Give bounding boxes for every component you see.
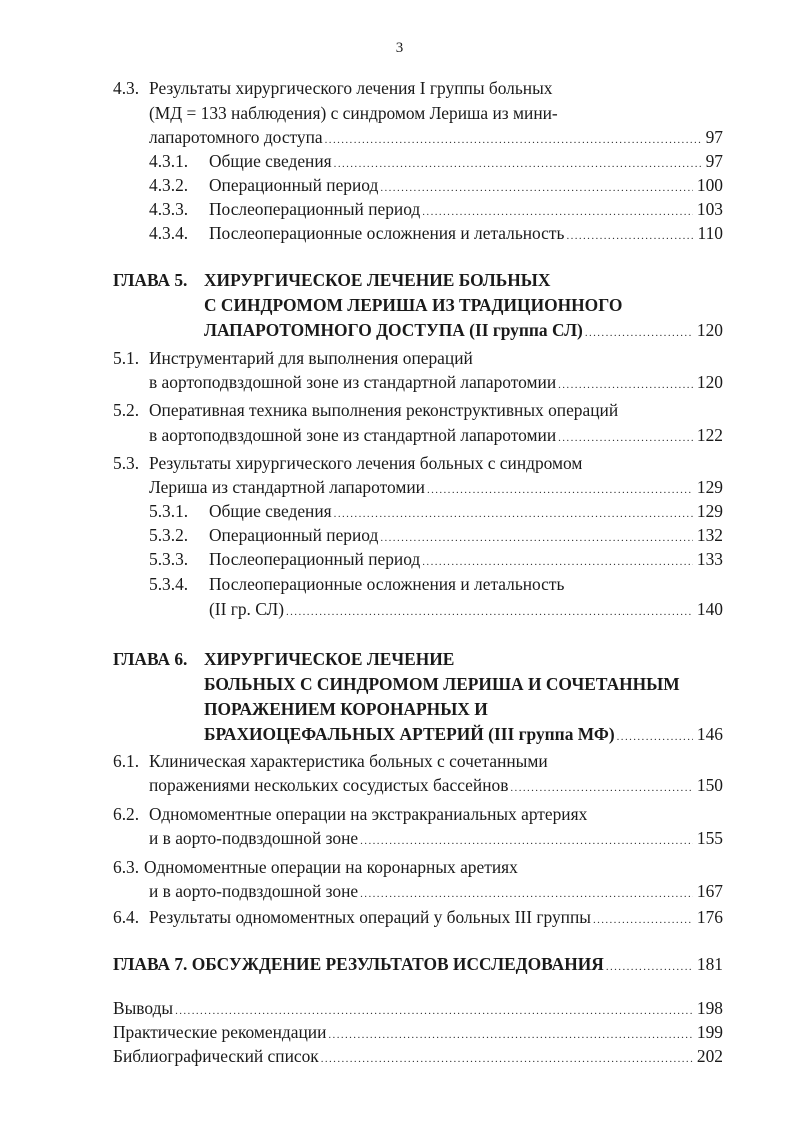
toc-entry-5-2-end	[149, 423, 723, 447]
toc-entry-conclusions	[113, 996, 723, 1020]
section-title-line: Оперативная техника выполнения реконструктивных операций	[149, 400, 619, 420]
leader-line	[113, 1020, 723, 1044]
toc-entry-6-4	[113, 905, 723, 929]
page-ref: 129	[696, 501, 723, 521]
section-title-line: и в аорто-подвздошной зоне	[149, 881, 359, 901]
leader-line	[209, 149, 723, 173]
leader-dots	[175, 999, 693, 1020]
chapter-6-heading-l2	[204, 672, 723, 696]
toc-entry-4-3-3	[149, 197, 723, 221]
leader-line	[113, 1044, 723, 1068]
leader-line	[149, 826, 723, 850]
chapter-title-line: ГЛАВА 7. ОБСУЖДЕНИЕ РЕЗУЛЬТАТОВ ИССЛЕДОВАНИЯ	[113, 954, 604, 974]
leader-dots	[606, 955, 693, 976]
leader-line	[209, 197, 723, 221]
leader-dots	[360, 829, 693, 850]
leader-line	[209, 499, 723, 523]
subsection-title: Общие сведения	[209, 151, 332, 171]
leader-line	[149, 905, 723, 929]
section-title-line: Результаты хирургического лечения I группы больных	[149, 78, 553, 98]
page-ref: 97	[705, 151, 723, 171]
chapter-6-heading-l3	[204, 697, 723, 721]
leader-line	[149, 423, 723, 447]
subsection-title: Послеоперационный период	[209, 199, 421, 219]
section-title-line: поражениями нескольких сосудистых бассейнов	[149, 775, 509, 795]
subsection-number: 4.3.3.	[149, 199, 189, 219]
subsection-title: Операционный период	[209, 525, 379, 545]
leader-line	[209, 547, 723, 571]
page-ref: 103	[696, 199, 723, 219]
leader-line	[149, 370, 723, 394]
leader-dots	[558, 373, 693, 394]
subsection-title: Общие сведения	[209, 501, 332, 521]
page-ref: 146	[696, 724, 723, 744]
toc-entry-6-1-end	[149, 773, 723, 797]
page-ref: 167	[696, 881, 723, 901]
chapter-title-line: БОЛЬНЫХ С СИНДРОМОМ ЛЕРИША И СОЧЕТАННЫМ	[204, 674, 680, 694]
leader-dots	[334, 502, 693, 523]
subsection-number: 5.3.1.	[149, 501, 189, 521]
leader-line	[204, 722, 723, 746]
toc-entry-6-3-end	[149, 879, 723, 903]
page-number: 3	[395, 40, 404, 56]
leader-dots	[360, 882, 693, 903]
section-number: 5.2.	[113, 400, 140, 420]
leader-line	[113, 996, 723, 1020]
subsection-title: Послеоперационные осложнения и летальность	[209, 574, 565, 594]
toc-entry-bibliography	[113, 1044, 723, 1068]
section-title-line: Результаты хирургического лечения больных с синдромом	[149, 453, 583, 473]
leader-line	[113, 952, 723, 976]
leader-line	[204, 318, 723, 342]
toc-entry-4-3-1	[149, 149, 723, 173]
leader-line	[209, 597, 723, 621]
toc-entry-4-3-4	[149, 221, 723, 245]
section-title-line: и в аорто-подвздошной зоне	[149, 828, 359, 848]
leader-dots	[422, 550, 693, 571]
page-ref: 120	[696, 372, 723, 392]
chapter-title-line: ХИРУРГИЧЕСКОЕ ЛЕЧЕНИЕ	[204, 649, 455, 669]
leader-dots	[585, 321, 693, 342]
leader-dots	[427, 478, 693, 499]
section-number: 6.3.	[113, 857, 140, 877]
chapter-5-heading-end	[204, 318, 723, 342]
section-title-line: Одномоментные операции на экстракраниальных артериях	[149, 804, 588, 824]
section-title-line: Клиническая характеристика больных с сочетанными	[149, 751, 548, 771]
section-title-line: в аортоподвздошной зоне из стандартной лапаротомии	[149, 425, 557, 445]
toc-entry-5-3-end	[149, 475, 723, 499]
leader-line	[209, 523, 723, 547]
page-ref: 155	[696, 828, 723, 848]
toc-entry-5-3-4	[149, 572, 723, 596]
chapter-6-heading	[113, 647, 723, 671]
chapter-label: ГЛАВА 6.	[113, 649, 188, 669]
toc-entry-recommendations	[113, 1020, 723, 1044]
section-title-line: лапаротомного доступа	[149, 127, 323, 147]
chapter-title-line: ЛАПАРОТОМНОГО ДОСТУПА (II группа СЛ)	[204, 320, 583, 340]
toc-entry-5-3	[113, 451, 723, 475]
subsection-number: 4.3.1.	[149, 151, 189, 171]
page-ref: 140	[696, 599, 723, 619]
toc-entry-4-3-end	[149, 125, 723, 149]
page-ref: 129	[696, 477, 723, 497]
page-ref: 176	[696, 907, 723, 927]
section-title-line: (МД = 133 наблюдения) с синдромом Лериша из мини-	[149, 103, 558, 123]
leader-dots	[325, 128, 702, 149]
subsection-title: (II гр. СЛ)	[209, 599, 284, 619]
chapter-6-heading-end	[204, 722, 723, 746]
leader-dots	[321, 1047, 693, 1068]
toc-entry-5-3-2	[149, 523, 723, 547]
toc-entry-6-2-end	[149, 826, 723, 850]
leader-line	[209, 173, 723, 197]
section-number: 6.4.	[113, 907, 140, 927]
page-ref: 132	[696, 525, 723, 545]
subsection-number: 4.3.2.	[149, 175, 189, 195]
leader-dots	[558, 426, 693, 447]
page-ref: 133	[696, 549, 723, 569]
chapter-7-heading	[113, 952, 723, 976]
subsection-title: Послеоперационные осложнения и летальность	[209, 223, 565, 243]
leader-dots	[286, 600, 693, 621]
page-ref: 199	[696, 1022, 723, 1042]
toc-entry-5-3-4-end	[209, 597, 723, 621]
section-title-line: Одномоментные операции на коронарных аретиях	[144, 857, 518, 877]
subsection-number: 5.3.2.	[149, 525, 189, 545]
section-title-line: Лериша из стандартной лапаротомии	[149, 477, 425, 497]
leader-dots	[334, 152, 702, 173]
page-ref: 110	[697, 223, 723, 243]
section-number: 4.3.	[113, 78, 140, 98]
section-number: 6.2.	[113, 804, 140, 824]
entry-title: Выводы	[113, 998, 174, 1018]
page-ref: 100	[696, 175, 723, 195]
page-ref: 150	[696, 775, 723, 795]
toc-entry-6-2	[113, 802, 723, 826]
section-title-line: Результаты одномоментных операций у больных III группы	[149, 907, 591, 927]
leader-line	[149, 879, 723, 903]
subsection-title: Операционный период	[209, 175, 379, 195]
toc-entry-5-1-end	[149, 370, 723, 394]
entry-title: Практические рекомендации	[113, 1022, 327, 1042]
leader-dots	[617, 725, 693, 746]
chapter-title-line: ХИРУРГИЧЕСКОЕ ЛЕЧЕНИЕ БОЛЬНЫХ	[204, 270, 551, 290]
leader-dots	[566, 224, 693, 245]
page-ref: 122	[696, 425, 723, 445]
toc-entry-5-1	[113, 346, 723, 370]
leader-dots	[422, 200, 693, 221]
subsection-number: 5.3.4.	[149, 574, 189, 594]
chapter-title-line: БРАХИОЦЕФАЛЬНЫХ АРТЕРИЙ (III группа МФ)	[204, 724, 615, 744]
leader-dots	[380, 526, 693, 547]
section-number: 5.1.	[113, 348, 140, 368]
subsection-number: 5.3.3.	[149, 549, 189, 569]
leader-line	[149, 125, 723, 149]
subsection-number: 4.3.4.	[149, 223, 189, 243]
toc-entry-5-2	[113, 398, 723, 422]
toc-entry-6-1	[113, 749, 723, 773]
leader-dots	[328, 1023, 693, 1044]
page-ref: 181	[696, 954, 723, 974]
toc-entry-4-3	[113, 76, 723, 100]
subsection-title: Послеоперационный период	[209, 549, 421, 569]
page-ref: 120	[696, 320, 723, 340]
section-title-line: Инструментарий для выполнения операций	[149, 348, 473, 368]
page-ref: 97	[705, 127, 723, 147]
toc-entry-4-3-2	[149, 173, 723, 197]
leader-line	[149, 475, 723, 499]
section-number: 6.1.	[113, 751, 140, 771]
toc-entry-5-3-1	[149, 499, 723, 523]
entry-title: Библиографический список	[113, 1046, 319, 1066]
leader-dots	[510, 776, 693, 797]
leader-dots	[593, 908, 693, 929]
chapter-5-heading-cont	[204, 293, 723, 317]
toc-entry-4-3-cont	[149, 101, 723, 125]
page-ref: 198	[696, 998, 723, 1018]
leader-line	[209, 221, 723, 245]
chapter-label: ГЛАВА 5.	[113, 270, 188, 290]
chapter-title-line: ПОРАЖЕНИЕМ КОРОНАРНЫХ И	[204, 699, 488, 719]
section-title-line: в аортоподвздошной зоне из стандартной лапаротомии	[149, 372, 557, 392]
chapter-5-heading	[113, 268, 723, 292]
page-ref: 202	[696, 1046, 723, 1066]
leader-line	[149, 773, 723, 797]
toc-entry-5-3-3	[149, 547, 723, 571]
section-number: 5.3.	[113, 453, 140, 473]
toc-entry-6-3	[113, 855, 723, 879]
leader-dots	[380, 176, 693, 197]
chapter-title-line: С СИНДРОМОМ ЛЕРИША ИЗ ТРАДИЦИОННОГО	[204, 295, 623, 315]
